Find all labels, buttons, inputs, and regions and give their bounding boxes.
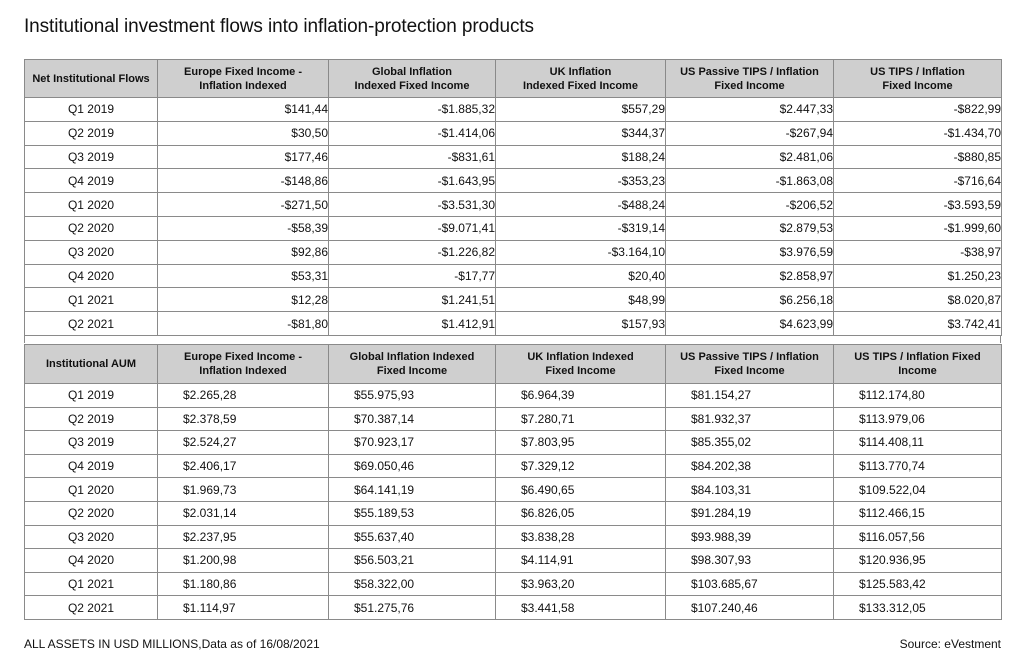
- aum-value-cell: $114.408,11: [834, 431, 1002, 455]
- net-flows-value-cell: -$353,23: [496, 169, 666, 193]
- net-flows-value-cell: $12,28: [158, 288, 329, 312]
- aum-value-cell: $55.975,93: [329, 384, 496, 408]
- aum-quarter-cell: Q4 2020: [25, 549, 158, 573]
- aum-value-cell: $85.355,02: [666, 431, 834, 455]
- net-flows-value-cell: -$271,50: [158, 193, 329, 217]
- aum-value-cell: $2.237,95: [158, 525, 329, 549]
- net-flows-value-cell: $8.020,87: [834, 288, 1002, 312]
- aum-table-row: [25, 596, 1002, 620]
- aum-value-cell: $84.103,31: [666, 478, 834, 502]
- aum-value-cell: $113.979,06: [834, 407, 1002, 431]
- aum-column-header: US Passive TIPS / Inflation Fixed Income: [666, 345, 834, 384]
- aum-value-cell: $120.936,95: [834, 549, 1002, 573]
- aum-value-cell: $55.637,40: [329, 525, 496, 549]
- net-flows-quarter-cell: Q2 2019: [25, 121, 158, 145]
- net-flows-value-cell: $53,31: [158, 264, 329, 288]
- net-flows-value-cell: -$831,61: [329, 145, 496, 169]
- net-flows-quarter-cell: Q4 2020: [25, 264, 158, 288]
- aum-column-header: UK Inflation Indexed Fixed Income: [496, 345, 666, 384]
- aum-value-cell: $112.174,80: [834, 384, 1002, 408]
- footer-source: Source: eVestment: [899, 637, 1001, 651]
- net-flows-value-cell: $20,40: [496, 264, 666, 288]
- aum-quarter-cell: Q2 2020: [25, 501, 158, 525]
- aum-value-cell: $125.583,42: [834, 572, 1002, 596]
- page-title: Institutional investment flows into inflation-protection products: [24, 16, 534, 37]
- aum-value-cell: $2.031,14: [158, 501, 329, 525]
- net-flows-value-cell: $6.256,18: [666, 288, 834, 312]
- net-flows-header-row: [25, 60, 1002, 98]
- net-flows-value-cell: -$148,86: [158, 169, 329, 193]
- net-flows-value-cell: $188,24: [496, 145, 666, 169]
- net-flows-table-row: [25, 145, 1002, 169]
- aum-header-row: [25, 345, 1002, 384]
- aum-quarter-cell: Q3 2019: [25, 431, 158, 455]
- aum-value-cell: $3.441,58: [496, 596, 666, 620]
- aum-column-header: Global Inflation Indexed Fixed Income: [329, 345, 496, 384]
- net-flows-value-cell: $2.447,33: [666, 98, 834, 122]
- aum-value-cell: $91.284,19: [666, 501, 834, 525]
- aum-quarter-cell: Q1 2019: [25, 384, 158, 408]
- net-flows-quarter-cell: Q2 2020: [25, 216, 158, 240]
- net-flows-value-cell: $344,37: [496, 121, 666, 145]
- aum-table-row: [25, 572, 1002, 596]
- net-flows-value-cell: -$1.414,06: [329, 121, 496, 145]
- aum-value-cell: $6.964,39: [496, 384, 666, 408]
- net-flows-value-cell: -$488,24: [496, 193, 666, 217]
- aum-value-cell: $69.050,46: [329, 454, 496, 478]
- aum-value-cell: $103.685,67: [666, 572, 834, 596]
- net-flows-table-row: [25, 312, 1002, 336]
- aum-table-row: [25, 431, 1002, 455]
- aum-table-row: [25, 454, 1002, 478]
- aum-value-cell: $81.154,27: [666, 384, 834, 408]
- aum-value-cell: $70.387,14: [329, 407, 496, 431]
- aum-value-cell: $56.503,21: [329, 549, 496, 573]
- aum-value-cell: $2.378,59: [158, 407, 329, 431]
- aum-value-cell: $1.180,86: [158, 572, 329, 596]
- aum-value-cell: $84.202,38: [666, 454, 834, 478]
- net-flows-value-cell: -$3.531,30: [329, 193, 496, 217]
- net-flows-value-cell: $2.879,53: [666, 216, 834, 240]
- aum-table-row: [25, 525, 1002, 549]
- net-flows-column-header: Europe Fixed Income - Inflation Indexed: [158, 60, 329, 98]
- net-flows-value-cell: -$1.863,08: [666, 169, 834, 193]
- aum-value-cell: $4.114,91: [496, 549, 666, 573]
- aum-value-cell: $98.307,93: [666, 549, 834, 573]
- net-flows-value-cell: -$1.643,95: [329, 169, 496, 193]
- aum-value-cell: $58.322,00: [329, 572, 496, 596]
- aum-value-cell: $3.838,28: [496, 525, 666, 549]
- net-flows-value-cell: $92,86: [158, 240, 329, 264]
- aum-value-cell: $107.240,46: [666, 596, 834, 620]
- net-flows-value-cell: -$1.226,82: [329, 240, 496, 264]
- net-flows-value-cell: $177,46: [158, 145, 329, 169]
- net-flows-column-header: Net Institutional Flows: [25, 60, 158, 98]
- net-flows-quarter-cell: Q1 2020: [25, 193, 158, 217]
- aum-value-cell: $93.988,39: [666, 525, 834, 549]
- net-flows-table-row: [25, 193, 1002, 217]
- net-flows-quarter-cell: Q3 2020: [25, 240, 158, 264]
- net-flows-table-row: [25, 121, 1002, 145]
- aum-value-cell: $81.932,37: [666, 407, 834, 431]
- aum-value-cell: $3.963,20: [496, 572, 666, 596]
- net-flows-value-cell: $557,29: [496, 98, 666, 122]
- net-flows-value-cell: $30,50: [158, 121, 329, 145]
- aum-value-cell: $55.189,53: [329, 501, 496, 525]
- net-flows-value-cell: -$3.164,10: [496, 240, 666, 264]
- aum-value-cell: $7.280,71: [496, 407, 666, 431]
- net-flows-value-cell: -$206,52: [666, 193, 834, 217]
- aum-table: [24, 344, 1002, 620]
- net-flows-value-cell: $3.742,41: [834, 312, 1002, 336]
- net-flows-value-cell: -$81,80: [158, 312, 329, 336]
- aum-quarter-cell: Q1 2021: [25, 572, 158, 596]
- aum-value-cell: $1.114,97: [158, 596, 329, 620]
- net-flows-value-cell: -$38,97: [834, 240, 1002, 264]
- aum-column-header: Europe Fixed Income - Inflation Indexed: [158, 345, 329, 384]
- aum-value-cell: $70.923,17: [329, 431, 496, 455]
- aum-column-header: US TIPS / Inflation Fixed Income: [834, 345, 1002, 384]
- aum-value-cell: $1.969,73: [158, 478, 329, 502]
- aum-value-cell: $113.770,74: [834, 454, 1002, 478]
- net-flows-value-cell: -$267,94: [666, 121, 834, 145]
- aum-value-cell: $109.522,04: [834, 478, 1002, 502]
- net-flows-quarter-cell: Q1 2019: [25, 98, 158, 122]
- aum-body: [25, 384, 1002, 620]
- net-flows-value-cell: $4.623,99: [666, 312, 834, 336]
- aum-table-row: [25, 501, 1002, 525]
- aum-value-cell: $7.329,12: [496, 454, 666, 478]
- aum-value-cell: $64.141,19: [329, 478, 496, 502]
- net-flows-value-cell: $157,93: [496, 312, 666, 336]
- aum-value-cell: $6.826,05: [496, 501, 666, 525]
- net-flows-value-cell: -$1.885,32: [329, 98, 496, 122]
- net-flows-table-row: [25, 216, 1002, 240]
- net-flows-quarter-cell: Q4 2019: [25, 169, 158, 193]
- net-flows-table-row: [25, 264, 1002, 288]
- aum-value-cell: $112.466,15: [834, 501, 1002, 525]
- net-flows-value-cell: -$58,39: [158, 216, 329, 240]
- aum-table-row: [25, 407, 1002, 431]
- net-flows-value-cell: $2.858,97: [666, 264, 834, 288]
- aum-quarter-cell: Q2 2021: [25, 596, 158, 620]
- net-flows-header: [25, 60, 1002, 98]
- net-flows-quarter-cell: Q2 2021: [25, 312, 158, 336]
- aum-value-cell: $2.524,27: [158, 431, 329, 455]
- table-spacer: [24, 335, 1001, 343]
- aum-value-cell: $6.490,65: [496, 478, 666, 502]
- aum-table-row: [25, 549, 1002, 573]
- net-flows-column-header: UK Inflation Indexed Fixed Income: [496, 60, 666, 98]
- net-flows-column-header: US TIPS / Inflation Fixed Income: [834, 60, 1002, 98]
- net-flows-value-cell: $1.250,23: [834, 264, 1002, 288]
- net-flows-quarter-cell: Q1 2021: [25, 288, 158, 312]
- net-flows-value-cell: -$3.593,59: [834, 193, 1002, 217]
- net-flows-value-cell: -$1.434,70: [834, 121, 1002, 145]
- aum-header: [25, 345, 1002, 384]
- net-flows-value-cell: $141,44: [158, 98, 329, 122]
- aum-table-row: [25, 384, 1002, 408]
- net-flows-value-cell: $3.976,59: [666, 240, 834, 264]
- net-flows-column-header: Global Inflation Indexed Fixed Income: [329, 60, 496, 98]
- net-flows-value-cell: -$9.071,41: [329, 216, 496, 240]
- aum-value-cell: $2.265,28: [158, 384, 329, 408]
- aum-quarter-cell: Q2 2019: [25, 407, 158, 431]
- aum-value-cell: $2.406,17: [158, 454, 329, 478]
- aum-value-cell: $7.803,95: [496, 431, 666, 455]
- net-flows-body: [25, 98, 1002, 336]
- net-flows-value-cell: -$17,77: [329, 264, 496, 288]
- aum-column-header: Institutional AUM: [25, 345, 158, 384]
- net-flows-value-cell: -$880,85: [834, 145, 1002, 169]
- aum-value-cell: $116.057,56: [834, 525, 1002, 549]
- aum-value-cell: $133.312,05: [834, 596, 1002, 620]
- net-flows-value-cell: $2.481,06: [666, 145, 834, 169]
- net-flows-table-row: [25, 169, 1002, 193]
- aum-quarter-cell: Q1 2020: [25, 478, 158, 502]
- aum-value-cell: $51.275,76: [329, 596, 496, 620]
- aum-table-row: [25, 478, 1002, 502]
- net-flows-value-cell: -$319,14: [496, 216, 666, 240]
- net-flows-value-cell: $1.241,51: [329, 288, 496, 312]
- net-flows-value-cell: -$716,64: [834, 169, 1002, 193]
- aum-quarter-cell: Q4 2019: [25, 454, 158, 478]
- net-flows-value-cell: $48,99: [496, 288, 666, 312]
- net-flows-column-header: US Passive TIPS / Inflation Fixed Income: [666, 60, 834, 98]
- net-flows-value-cell: -$822,99: [834, 98, 1002, 122]
- net-flows-quarter-cell: Q3 2019: [25, 145, 158, 169]
- aum-value-cell: $1.200,98: [158, 549, 329, 573]
- net-flows-value-cell: -$1.999,60: [834, 216, 1002, 240]
- net-flows-value-cell: $1.412,91: [329, 312, 496, 336]
- net-flows-table-row: [25, 288, 1002, 312]
- aum-quarter-cell: Q3 2020: [25, 525, 158, 549]
- footer-note: ALL ASSETS IN USD MILLIONS,Data as of 16/08/2021: [24, 637, 320, 651]
- net-flows-table: [24, 59, 1002, 336]
- net-flows-table-row: [25, 240, 1002, 264]
- net-flows-table-row: [25, 98, 1002, 122]
